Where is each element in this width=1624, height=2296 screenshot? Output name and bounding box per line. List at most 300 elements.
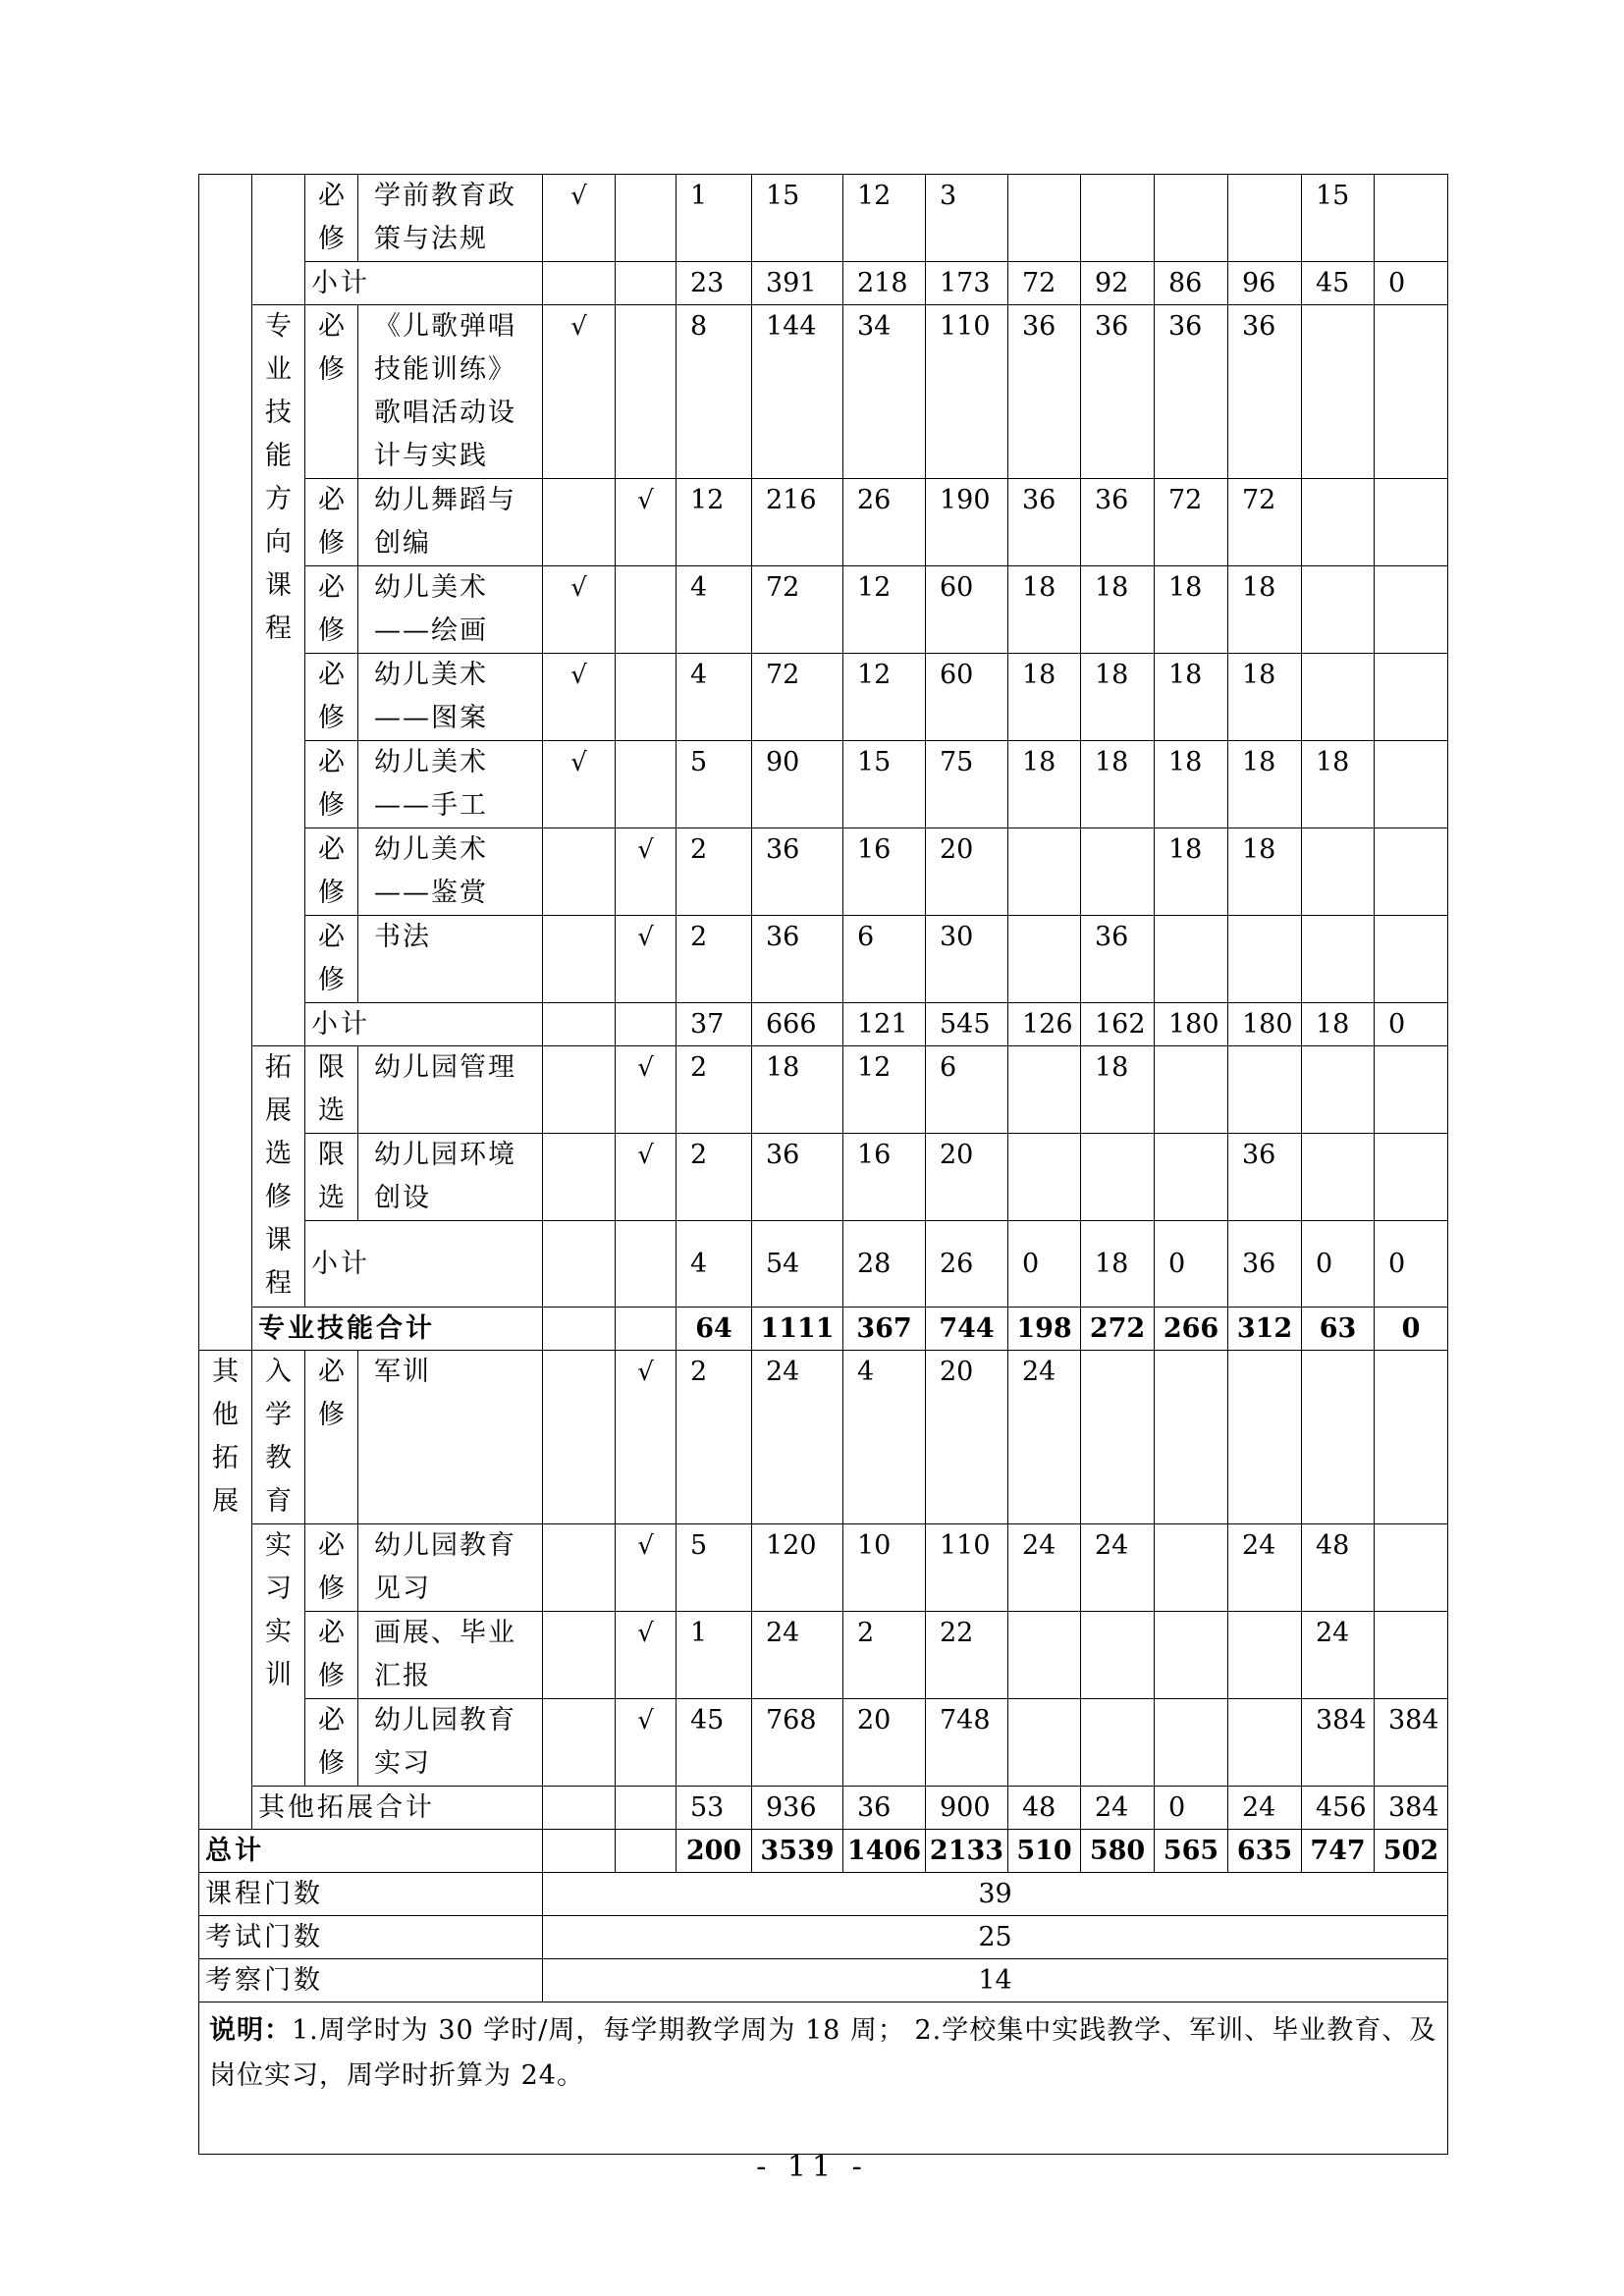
value-cell	[1375, 1046, 1448, 1134]
value-cell: 34	[843, 305, 926, 479]
value-cell: 48	[1008, 1787, 1081, 1830]
summary-label-cell: 考察门数	[199, 1959, 543, 2002]
value-cell: 20	[926, 828, 1008, 916]
value-cell	[1228, 1351, 1302, 1524]
subtotal-label-cell: 小计	[305, 1003, 543, 1046]
table-row	[199, 1308, 1448, 1351]
exam-mark-cell	[543, 479, 616, 566]
value-cell: 20	[926, 1351, 1008, 1524]
value-cell: 121	[843, 1003, 926, 1046]
value-cell: 0	[1375, 1003, 1448, 1046]
table-row	[199, 1351, 1448, 1524]
summary-row	[199, 1959, 1448, 2002]
check-mark-cell	[616, 654, 677, 741]
value-cell: 18	[1008, 654, 1081, 741]
value-cell: 502	[1375, 1830, 1448, 1873]
value-cell: 1	[677, 175, 752, 262]
vertical-char: 育	[265, 1486, 292, 1517]
value-cell: 510	[1008, 1830, 1081, 1873]
exam-mark-cell: √	[543, 566, 616, 654]
value-cell: 72	[752, 654, 843, 741]
check-mark-cell	[616, 305, 677, 479]
value-cell	[1008, 1699, 1081, 1787]
group-label-cell	[252, 305, 305, 1046]
exam-mark-cell	[543, 1612, 616, 1699]
vertical-char: 选	[318, 1183, 345, 1213]
value-cell: 18	[1081, 566, 1155, 654]
value-cell: 18	[1155, 654, 1228, 741]
value-cell	[1228, 1699, 1302, 1787]
check-mark-cell	[616, 566, 677, 654]
table-row	[199, 1787, 1448, 1830]
value-cell: 384	[1302, 1699, 1375, 1787]
vertical-char: 必	[318, 311, 345, 342]
vertical-char: 拓	[265, 1052, 292, 1083]
value-cell	[1008, 1612, 1081, 1699]
value-cell: 5	[677, 1524, 752, 1612]
value-cell: 4	[677, 654, 752, 741]
empty-cell	[616, 1830, 677, 1873]
value-cell	[1302, 479, 1375, 566]
value-cell: 2133	[926, 1830, 1008, 1873]
value-cell	[1302, 916, 1375, 1003]
value-cell: 12	[843, 654, 926, 741]
value-cell	[1081, 175, 1155, 262]
vertical-char: 修	[318, 703, 345, 733]
value-cell: 30	[926, 916, 1008, 1003]
value-cell: 216	[752, 479, 843, 566]
grand-total-label-cell: 总计	[199, 1830, 543, 1873]
value-cell: 900	[926, 1787, 1008, 1830]
vertical-char: 向	[265, 527, 292, 558]
value-cell	[1081, 1134, 1155, 1221]
value-cell: 747	[1302, 1830, 1375, 1873]
value-cell	[1375, 1134, 1448, 1221]
value-cell	[1375, 1612, 1448, 1699]
value-cell: 272	[1081, 1308, 1155, 1351]
value-cell: 54	[752, 1221, 843, 1308]
value-cell	[1302, 1351, 1375, 1524]
value-cell: 5	[677, 741, 752, 828]
value-cell: 8	[677, 305, 752, 479]
note-cell	[199, 2002, 1448, 2155]
value-cell: 15	[752, 175, 843, 262]
course-name-cell: 幼儿园教育实习	[358, 1699, 543, 1787]
value-cell: 180	[1228, 1003, 1302, 1046]
value-cell: 37	[677, 1003, 752, 1046]
empty-cell	[616, 1221, 677, 1308]
value-cell: 120	[752, 1524, 843, 1612]
vertical-char: 入	[265, 1357, 292, 1387]
value-cell: 36	[1008, 479, 1081, 566]
value-cell: 96	[1228, 262, 1302, 305]
value-cell	[1155, 175, 1228, 262]
course-name-cell: 幼儿美术——手工	[358, 741, 543, 828]
table-row	[199, 1003, 1448, 1046]
value-cell	[1008, 828, 1081, 916]
value-cell: 391	[752, 262, 843, 305]
value-cell: 24	[1008, 1524, 1081, 1612]
empty-cell	[543, 262, 616, 305]
value-cell: 200	[677, 1830, 752, 1873]
value-cell	[1008, 1134, 1081, 1221]
value-cell: 4	[843, 1351, 926, 1524]
vertical-char: 他	[212, 1400, 239, 1430]
vertical-char: 学	[265, 1400, 292, 1430]
value-cell: 4	[677, 566, 752, 654]
value-cell: 2	[677, 916, 752, 1003]
value-cell: 48	[1302, 1524, 1375, 1612]
value-cell: 45	[677, 1699, 752, 1787]
value-cell: 384	[1375, 1787, 1448, 1830]
value-cell: 18	[1228, 828, 1302, 916]
check-mark-cell: √	[616, 828, 677, 916]
table-row	[199, 262, 1448, 305]
value-cell	[1155, 1134, 1228, 1221]
requirement-cell	[305, 1046, 358, 1134]
vertical-char: 技	[265, 398, 292, 428]
vertical-char: 课	[265, 570, 292, 601]
value-cell: 24	[1302, 1612, 1375, 1699]
vertical-char: 展	[265, 1095, 292, 1126]
value-cell: 24	[752, 1612, 843, 1699]
exam-mark-cell: √	[543, 741, 616, 828]
course-name-cell: 军训	[358, 1351, 543, 1524]
value-cell	[1155, 916, 1228, 1003]
check-mark-cell: √	[616, 1134, 677, 1221]
value-cell: 1406	[843, 1830, 926, 1873]
exam-mark-cell: √	[543, 175, 616, 262]
value-cell: 23	[677, 262, 752, 305]
check-mark-cell: √	[616, 1046, 677, 1134]
check-mark-cell: √	[616, 916, 677, 1003]
requirement-cell	[305, 305, 358, 479]
value-cell: 18	[1081, 741, 1155, 828]
subtotal-label-cell: 小计	[305, 262, 543, 305]
vertical-char: 修	[318, 965, 345, 995]
value-cell	[1302, 1046, 1375, 1134]
value-cell: 36	[752, 828, 843, 916]
value-cell: 16	[843, 828, 926, 916]
exam-mark-cell: √	[543, 305, 616, 479]
vertical-char: 必	[318, 922, 345, 952]
value-cell: 36	[1081, 916, 1155, 1003]
requirement-cell	[305, 1524, 358, 1612]
value-cell: 10	[843, 1524, 926, 1612]
requirement-cell	[305, 1134, 358, 1221]
value-cell: 456	[1302, 1787, 1375, 1830]
value-cell: 635	[1228, 1830, 1302, 1873]
note-row	[199, 2002, 1448, 2155]
value-cell: 144	[752, 305, 843, 479]
value-cell: 12	[843, 175, 926, 262]
vertical-char: 能	[265, 441, 292, 471]
vertical-char: 拓	[212, 1443, 239, 1473]
value-cell: 36	[1228, 1221, 1302, 1308]
value-cell: 63	[1302, 1308, 1375, 1351]
table-row	[199, 1134, 1448, 1221]
value-cell	[1081, 828, 1155, 916]
value-cell: 2	[843, 1612, 926, 1699]
value-cell: 126	[1008, 1003, 1081, 1046]
value-cell: 20	[926, 1134, 1008, 1221]
value-cell: 266	[1155, 1308, 1228, 1351]
value-cell	[1375, 828, 1448, 916]
value-cell: 18	[1081, 654, 1155, 741]
value-cell: 0	[1375, 1221, 1448, 1308]
check-mark-cell: √	[616, 1612, 677, 1699]
vertical-char: 必	[318, 834, 345, 865]
note-text: 1.周学时为 30 学时/周，每学期教学周为 18 周； 2.学校集中实践教学、军训、毕业教育、及岗位实习，周学时折算为 24。	[209, 2015, 1437, 2091]
table-row	[199, 916, 1448, 1003]
value-cell: 36	[752, 916, 843, 1003]
outer-blank-cell	[199, 175, 252, 1351]
requirement-cell	[305, 1699, 358, 1787]
value-cell: 18	[1228, 654, 1302, 741]
group-other-cell	[199, 1351, 252, 1830]
vertical-char: 必	[318, 1705, 345, 1735]
value-cell: 666	[752, 1003, 843, 1046]
vertical-char: 必	[318, 660, 345, 690]
value-cell: 60	[926, 566, 1008, 654]
value-cell: 18	[1155, 741, 1228, 828]
value-cell: 6	[843, 916, 926, 1003]
table-row	[199, 1830, 1448, 1873]
vertical-char: 必	[318, 485, 345, 515]
vertical-char: 修	[318, 1661, 345, 1691]
vertical-char: 修	[318, 1574, 345, 1604]
exam-mark-cell	[543, 1134, 616, 1221]
course-name-cell: 幼儿园环境创设	[358, 1134, 543, 1221]
value-cell: 18	[1228, 741, 1302, 828]
vertical-char: 限	[318, 1052, 345, 1083]
vertical-char: 修	[318, 224, 345, 254]
empty-cell	[543, 1221, 616, 1308]
value-cell: 24	[1008, 1351, 1081, 1524]
vertical-char: 修	[265, 1182, 292, 1212]
value-cell: 545	[926, 1003, 1008, 1046]
value-cell	[1375, 654, 1448, 741]
value-cell	[1375, 175, 1448, 262]
vertical-char: 必	[318, 1618, 345, 1648]
value-cell: 72	[752, 566, 843, 654]
vertical-char: 训	[265, 1660, 292, 1690]
vertical-char: 必	[318, 1357, 345, 1387]
value-cell: 36	[843, 1787, 926, 1830]
value-cell: 36	[1155, 305, 1228, 479]
value-cell: 2	[677, 828, 752, 916]
value-cell: 12	[843, 566, 926, 654]
vertical-char: 选	[265, 1139, 292, 1169]
course-name-cell: 幼儿园管理	[358, 1046, 543, 1134]
course-name-cell: 幼儿美术——图案	[358, 654, 543, 741]
table-row	[199, 741, 1448, 828]
value-cell: 75	[926, 741, 1008, 828]
empty-cell	[543, 1787, 616, 1830]
value-cell: 4	[677, 1221, 752, 1308]
value-cell: 18	[1155, 566, 1228, 654]
total-label-cell: 专业技能合计	[252, 1308, 543, 1351]
value-cell	[1155, 1524, 1228, 1612]
table-row	[199, 1524, 1448, 1612]
value-cell: 3	[926, 175, 1008, 262]
vertical-char: 专	[265, 311, 292, 342]
summary-value-cell: 39	[543, 1873, 1448, 1916]
vertical-char: 方	[265, 484, 292, 514]
value-cell: 60	[926, 654, 1008, 741]
value-cell	[1375, 916, 1448, 1003]
check-mark-cell: √	[616, 479, 677, 566]
vertical-char: 修	[318, 528, 345, 559]
value-cell: 2	[677, 1046, 752, 1134]
value-cell: 18	[1228, 566, 1302, 654]
vertical-char: 修	[318, 878, 345, 908]
value-cell	[1228, 1046, 1302, 1134]
value-cell: 72	[1155, 479, 1228, 566]
value-cell: 190	[926, 479, 1008, 566]
value-cell: 18	[752, 1046, 843, 1134]
value-cell: 2	[677, 1351, 752, 1524]
summary-label-cell: 考试门数	[199, 1916, 543, 1959]
value-cell	[1155, 1612, 1228, 1699]
check-mark-cell: √	[616, 1351, 677, 1524]
value-cell	[1008, 916, 1081, 1003]
value-cell	[1081, 1351, 1155, 1524]
summary-row	[199, 1916, 1448, 1959]
summary-row	[199, 1873, 1448, 1916]
value-cell: 26	[926, 1221, 1008, 1308]
vertical-char: 其	[212, 1357, 239, 1387]
vertical-char: 选	[318, 1095, 345, 1126]
exam-mark-cell	[543, 1046, 616, 1134]
value-cell: 72	[1008, 262, 1081, 305]
exam-mark-cell: √	[543, 654, 616, 741]
value-cell: 3539	[752, 1830, 843, 1873]
value-cell: 198	[1008, 1308, 1081, 1351]
value-cell: 18	[1081, 1221, 1155, 1308]
course-name-cell: 画展、毕业汇报	[358, 1612, 543, 1699]
empty-cell	[543, 1308, 616, 1351]
course-name-cell: 《儿歌弹唱技能训练》歌唱活动设计与实践	[358, 305, 543, 479]
value-cell: 22	[926, 1612, 1008, 1699]
check-mark-cell: √	[616, 1699, 677, 1787]
vertical-char: 展	[212, 1486, 239, 1517]
value-cell: 744	[926, 1308, 1008, 1351]
value-cell: 36	[752, 1134, 843, 1221]
value-cell: 384	[1375, 1699, 1448, 1787]
value-cell: 748	[926, 1699, 1008, 1787]
vertical-char: 修	[318, 1748, 345, 1779]
table-row	[199, 1221, 1448, 1308]
vertical-char: 修	[318, 615, 345, 646]
summary-label-cell: 课程门数	[199, 1873, 543, 1916]
requirement-cell	[305, 741, 358, 828]
requirement-cell	[305, 1351, 358, 1524]
page-number: - 11 -	[756, 2150, 868, 2184]
value-cell: 36	[1081, 305, 1155, 479]
course-name-cell: 幼儿园教育见习	[358, 1524, 543, 1612]
value-cell: 0	[1008, 1221, 1081, 1308]
value-cell: 24	[1228, 1787, 1302, 1830]
value-cell: 53	[677, 1787, 752, 1830]
value-cell	[1081, 1612, 1155, 1699]
value-cell: 24	[1081, 1524, 1155, 1612]
vertical-char: 必	[318, 747, 345, 777]
course-name-cell: 幼儿舞蹈与创编	[358, 479, 543, 566]
value-cell: 0	[1302, 1221, 1375, 1308]
vertical-char: 必	[318, 1530, 345, 1561]
value-cell: 18	[1302, 1003, 1375, 1046]
value-cell: 565	[1155, 1830, 1228, 1873]
value-cell: 92	[1081, 262, 1155, 305]
value-cell	[1375, 305, 1448, 479]
value-cell: 0	[1155, 1221, 1228, 1308]
value-cell: 18	[1155, 828, 1228, 916]
vertical-char: 必	[318, 572, 345, 603]
value-cell	[1375, 566, 1448, 654]
course-name-cell: 幼儿美术——绘画	[358, 566, 543, 654]
group-label-cell	[252, 1351, 305, 1524]
empty-cell	[616, 1308, 677, 1351]
table-row	[199, 479, 1448, 566]
empty-cell	[616, 1787, 677, 1830]
value-cell	[1302, 1134, 1375, 1221]
value-cell	[1155, 1699, 1228, 1787]
empty-cell	[616, 1003, 677, 1046]
value-cell: 15	[843, 741, 926, 828]
group-blank-cell	[252, 175, 305, 305]
value-cell: 12	[677, 479, 752, 566]
vertical-char: 程	[265, 1268, 292, 1299]
value-cell: 36	[1228, 1134, 1302, 1221]
value-cell: 20	[843, 1699, 926, 1787]
value-cell: 18	[1008, 741, 1081, 828]
table-row	[199, 1046, 1448, 1134]
value-cell	[1081, 1699, 1155, 1787]
exam-mark-cell	[543, 828, 616, 916]
vertical-char: 程	[265, 614, 292, 644]
total-label-cell: 其他拓展合计	[252, 1787, 543, 1830]
curriculum-table	[198, 174, 1448, 2155]
value-cell: 312	[1228, 1308, 1302, 1351]
value-cell: 110	[926, 305, 1008, 479]
requirement-cell	[305, 916, 358, 1003]
value-cell: 173	[926, 262, 1008, 305]
table-row	[199, 654, 1448, 741]
requirement-cell	[305, 654, 358, 741]
course-name-cell: 书法	[358, 916, 543, 1003]
exam-mark-cell	[543, 1699, 616, 1787]
value-cell: 28	[843, 1221, 926, 1308]
table-row	[199, 566, 1448, 654]
value-cell: 110	[926, 1524, 1008, 1612]
summary-value-cell: 14	[543, 1959, 1448, 2002]
value-cell: 86	[1155, 262, 1228, 305]
requirement-cell	[305, 1612, 358, 1699]
value-cell	[1375, 1351, 1448, 1524]
empty-cell	[616, 262, 677, 305]
value-cell: 6	[926, 1046, 1008, 1134]
check-mark-cell	[616, 175, 677, 262]
value-cell: 180	[1155, 1003, 1228, 1046]
value-cell: 0	[1375, 1308, 1448, 1351]
subtotal-label-cell: 小计	[305, 1221, 543, 1308]
value-cell: 18	[1081, 1046, 1155, 1134]
empty-cell	[543, 1003, 616, 1046]
value-cell	[1228, 175, 1302, 262]
group-label-cell	[252, 1046, 305, 1308]
value-cell	[1155, 1351, 1228, 1524]
